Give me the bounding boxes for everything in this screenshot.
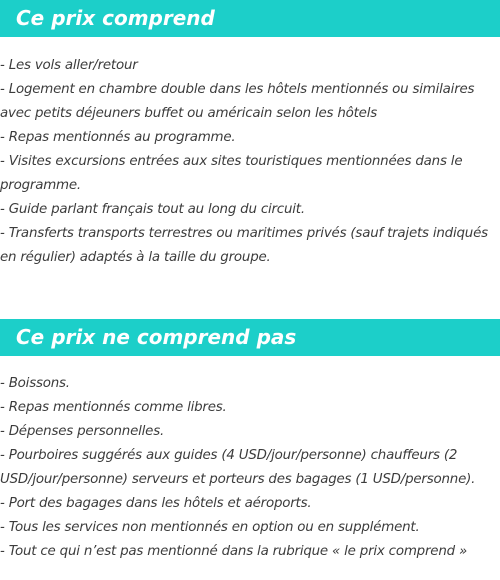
list-item: - Les vols aller/retour <box>0 58 138 73</box>
list-item: - Repas mentionnés au programme. <box>0 130 236 145</box>
excludes-heading: Ce prix ne comprend pas <box>0 319 500 356</box>
list-item: - Repas mentionnés comme libres. <box>0 400 227 415</box>
list-item: - Tous les services non mentionnés en option ou en supplément. <box>0 520 420 535</box>
list-item: - Logement en chambre double dans les hôtels mentionnés ou similaires avec petits déjeuners buffet ou américain selon les hôtels <box>0 82 475 121</box>
includes-heading: Ce prix comprend <box>0 0 500 37</box>
list-item: - Tout ce qui n’est pas mentionné dans la rubrique « le prix comprend » <box>0 544 468 559</box>
list-item: - Port des bagages dans les hôtels et aéroports. <box>0 496 312 511</box>
list-item: - Transferts transports terrestres ou maritimes privés (sauf trajets indiqués en régulier) adaptés à la taille du groupe. <box>0 226 488 265</box>
excludes-list <box>0 372 496 564</box>
list-item: - Guide parlant français tout au long du circuit. <box>0 202 305 217</box>
list-item: - Boissons. <box>0 376 70 391</box>
list-item: - Pourboires suggérés aux guides (4 USD/jour/personne) chauffeurs (2 USD/jour/personne) serveurs et porteurs des bagages (1 USD/personne). <box>0 448 476 487</box>
list-item: - Dépenses personnelles. <box>0 424 165 439</box>
list-item: - Visites excursions entrées aux sites touristiques mentionnées dans le programme. <box>0 154 463 193</box>
includes-list <box>0 54 496 270</box>
